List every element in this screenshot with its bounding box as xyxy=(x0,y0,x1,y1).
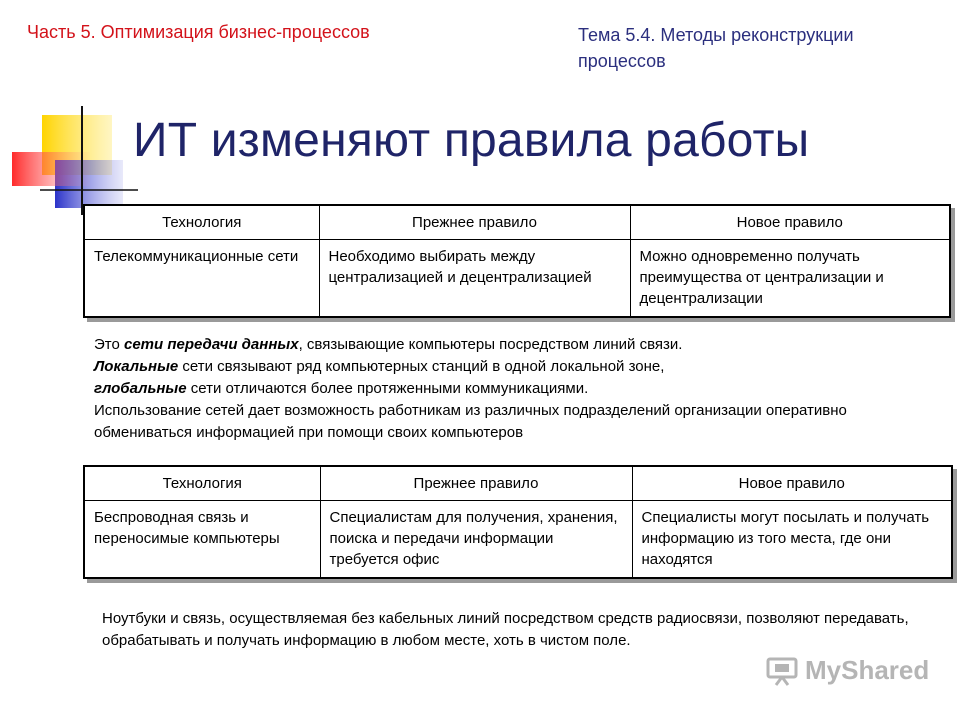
cell-new-rule: Специалисты могут посылать и получать информацию из того места, где они находятся xyxy=(632,501,952,579)
wireless-description: Ноутбуки и связь, осуществляемая без кабельных линий посредством средств радиосвязи, позволяют передавать, обрабатывать и получать информацию в любом месте, хоть в чистом поле. xyxy=(102,610,909,649)
table-header-row xyxy=(84,466,952,501)
paragraph-line: глобальные сети отличаются более протяженными коммуникациями. xyxy=(94,380,589,397)
slide-title: ИТ изменяют правила работы xyxy=(133,114,810,167)
rules-table-telecom xyxy=(83,204,951,318)
topic-header: Тема 5.4. Методы реконструкции процессов xyxy=(578,25,854,71)
rules-table-wireless xyxy=(83,465,953,579)
column-header-technology: Технология xyxy=(84,466,320,501)
emphasis-term: сети передачи данных xyxy=(124,336,299,353)
column-header-technology: Технология xyxy=(84,205,319,240)
cell-old-rule: Необходимо выбирать между централизацией и децентрализацией xyxy=(319,240,630,318)
column-header-old-rule: Прежнее правило xyxy=(320,466,632,501)
emphasis-term: Локальные xyxy=(94,358,179,375)
networks-description xyxy=(94,334,944,444)
decorative-squares-graphic xyxy=(0,0,140,220)
paragraph-line: Локальные сети связывают ряд компьютерных станций в одной локальной зоне, xyxy=(94,358,665,375)
paragraph-line: Это сети передачи данных, связывающие компьютеры посредством линий связи. xyxy=(94,336,683,353)
presentation-board-icon xyxy=(765,656,799,686)
cell-technology: Беспроводная связь и переносимые компьютеры xyxy=(84,501,320,579)
table-header-row xyxy=(84,205,950,240)
emphasis-term: глобальные xyxy=(94,380,187,397)
watermark-logo[interactable] xyxy=(765,655,929,686)
table-row xyxy=(84,240,950,318)
table-row xyxy=(84,501,952,579)
cell-technology: Телекоммуникационные сети xyxy=(84,240,319,318)
column-header-old-rule: Прежнее правило xyxy=(319,205,630,240)
column-header-new-rule: Новое правило xyxy=(630,205,950,240)
cell-new-rule: Можно одновременно получать преимущества от централизации и децентрализации xyxy=(630,240,950,318)
column-header-new-rule: Новое правило xyxy=(632,466,952,501)
cell-old-rule: Специалистам для получения, хранения, поиска и передачи информации требуется офис xyxy=(320,501,632,579)
paragraph-line: Использование сетей дает возможность работникам из различных подразделений организации оперативно обмениваться информацией при помощи своих компьютеров xyxy=(94,402,847,441)
watermark-text: MyShared xyxy=(805,655,930,685)
part-header: Часть 5. Оптимизация бизнес-процессов xyxy=(27,22,370,42)
